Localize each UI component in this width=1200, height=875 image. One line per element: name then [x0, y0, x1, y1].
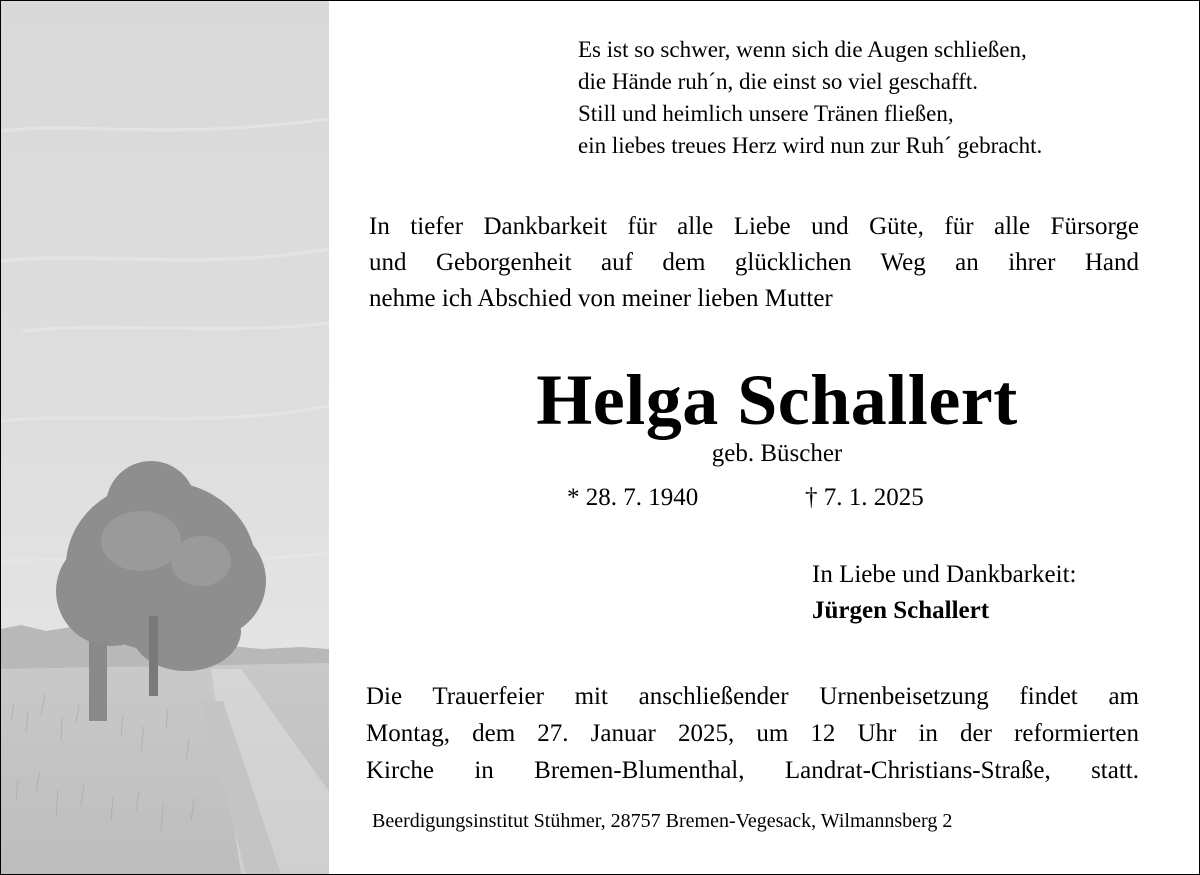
poem	[578, 34, 1042, 162]
landscape-photo	[1, 1, 329, 874]
death-date: † 7. 1. 2025	[805, 484, 924, 511]
poem-line: Still und heimlich unsere Tränen fließen,	[578, 101, 954, 126]
intro-line: und Geborgenheit auf dem glücklichen Weg an ihrer Hand	[369, 249, 1139, 276]
poem-line: die Hände ruh´n, die einst so viel geschafft.	[578, 69, 979, 94]
poem-line: ein liebes treues Herz wird nun zur Ruh´ gebracht.	[578, 133, 1043, 158]
intro-text	[369, 209, 1139, 317]
birth-name: geb. Büscher	[711, 440, 843, 467]
signature-block	[812, 557, 1077, 629]
signer-name: Jürgen Schallert	[812, 597, 990, 624]
intro-line: nehme ich Abschied von meiner lieben Mutter	[369, 285, 833, 312]
landscape-tree-photo-icon	[1, 1, 329, 874]
funeral-line: Die Trauerfeier mit anschließender Urnenbeisetzung findet am	[366, 683, 1139, 710]
poem-line: Es ist so schwer, wenn sich die Augen schließen,	[578, 37, 1027, 62]
deceased-name: Helga Schallert	[536, 360, 1018, 440]
notice-content	[330, 1, 1199, 874]
undertaker-footer: Beerdigungsinstitut Stühmer, 28757 Bremen-Vegesack, Wilmannsberg 2	[372, 810, 953, 832]
funeral-info	[366, 678, 1139, 789]
funeral-line: Montag, dem 27. Januar 2025, um 12 Uhr in der reformierten	[366, 720, 1139, 747]
funeral-line: Kirche in Bremen-Blumenthal, Landrat-Christians-Straße, statt.	[366, 757, 1139, 784]
signature-phrase: In Liebe und Dankbarkeit:	[812, 561, 1077, 588]
birth-date: * 28. 7. 1940	[567, 484, 699, 511]
intro-line: In tiefer Dankbarkeit für alle Liebe und Güte, für alle Fürsorge	[369, 213, 1139, 240]
